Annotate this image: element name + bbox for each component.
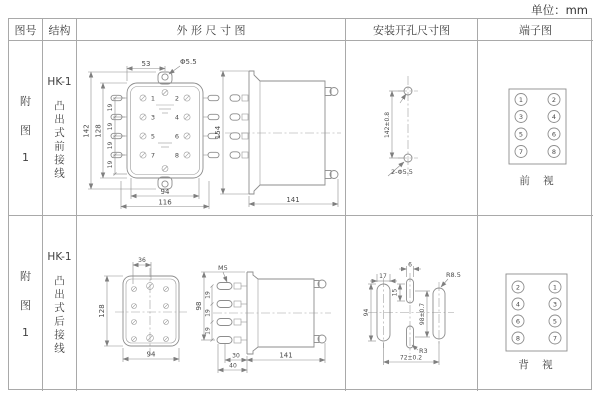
dim-rear-height: 128 — [98, 304, 106, 318]
dim-radius-large: R8.5 — [446, 271, 461, 279]
dim-pitch: 19 — [107, 141, 114, 150]
install-drawing-front-wiring — [346, 41, 477, 215]
side-view-rear-wiring — [195, 264, 331, 373]
dim-center-slot-width: 6 — [408, 261, 412, 269]
dim-side-height: 154 — [214, 125, 222, 140]
terminal-diagram-front-view — [478, 41, 592, 215]
terminal-number: 2 — [174, 94, 180, 103]
dim-pitch: 19 — [204, 309, 212, 317]
dim-center-slot-top: 15 — [391, 288, 399, 297]
terminal-block — [509, 89, 566, 164]
dim-slot-height: 94 — [363, 308, 370, 317]
terminal-number: 3 — [518, 112, 524, 121]
dim-pitch: 19 — [204, 291, 212, 299]
dim-pitch: 19 — [107, 122, 114, 131]
terminal-number: 3 — [552, 300, 558, 309]
fig-no-char: 图 — [20, 299, 31, 312]
dim-height-inner: 128 — [94, 124, 103, 138]
dim-ear-hole: Φ5.5 — [180, 58, 197, 66]
structure-row1 — [43, 41, 77, 216]
view-caption: 背 视 — [518, 359, 558, 371]
dim-side-span: 98 — [195, 301, 203, 311]
fig-no-char: 1 — [22, 150, 29, 164]
header-outline: 外 形 尺 寸 图 — [77, 19, 346, 41]
terminal-number: 6 — [551, 130, 557, 139]
outline-cell-row2 — [77, 216, 346, 391]
dim-width-inner: 94 — [160, 188, 170, 196]
ear-hole-bottom — [162, 181, 168, 187]
side-view — [214, 71, 341, 207]
terminal-number: 1 — [552, 283, 558, 292]
structure-row2 — [43, 216, 77, 391]
terminal-number: 5 — [552, 317, 558, 326]
view-caption: 前 视 — [519, 175, 559, 187]
dim-rear-width: 94 — [146, 350, 156, 359]
dim-top-width: 53 — [141, 60, 151, 68]
header-fig-no: 图号 — [9, 19, 43, 41]
coil-symbol — [156, 105, 174, 147]
terminal-number: 3 — [150, 113, 156, 122]
header-structure: 结构 — [43, 19, 77, 41]
terminal-number: 4 — [551, 112, 557, 121]
dimension-table — [8, 18, 592, 390]
fig-no-row1 — [9, 41, 43, 216]
outline-drawing-rear-wiring — [77, 216, 345, 390]
dim-slot-width: 17 — [379, 273, 387, 280]
dim-depth-inner: 30 — [232, 352, 240, 360]
terminal-number: 1 — [150, 94, 156, 103]
relay-body-rear — [123, 276, 179, 346]
terminal-number: 2 — [551, 95, 557, 104]
front-view — [83, 58, 220, 209]
rear-view — [98, 257, 187, 362]
terminal-diagram-rear-view — [478, 216, 592, 390]
install-cell-row1 — [346, 41, 478, 216]
fig-no-char: 1 — [22, 326, 29, 339]
relay-body — [127, 83, 203, 178]
terminal-number: 7 — [552, 334, 558, 343]
unit-label: 单位：mm — [531, 3, 588, 17]
fig-no-row2 — [9, 216, 43, 391]
terminal-number: 4 — [515, 300, 521, 309]
dim-width-outer: 116 — [158, 198, 172, 207]
terminal-number: 4 — [174, 113, 180, 122]
terminal-number: 1 — [518, 95, 524, 104]
terminal-number: 6 — [515, 317, 521, 326]
terminal-number: 2 — [515, 283, 521, 292]
dim-pitch: 19 — [107, 103, 114, 112]
dim-radius-small: R3 — [419, 347, 428, 355]
terminal-cell-row2 — [478, 216, 593, 391]
outline-drawing-front-wiring — [77, 41, 345, 215]
dim-terminal-screw: M5 — [218, 264, 228, 272]
dim-holes-callout: 2-Φ5.5 — [391, 168, 413, 176]
dim-pitch: 19 — [204, 327, 212, 335]
dim-depth-mid: 40 — [229, 362, 237, 370]
terminal-number: 5 — [150, 132, 156, 141]
structure-desc: 凸出式前接线 — [53, 99, 65, 181]
terminal-number: 7 — [150, 151, 156, 160]
dim-hole-distance: 142±0.8 — [384, 111, 391, 139]
fig-no-char: 图 — [20, 123, 31, 137]
terminal-number: 7 — [518, 147, 524, 156]
side-terminals — [230, 95, 248, 158]
terminal-number: 8 — [551, 147, 557, 156]
dim-height-outer: 142 — [82, 124, 91, 138]
dim-side-depth: 141 — [286, 196, 300, 204]
dim-hole-span: 72±0.2 — [399, 354, 423, 362]
fig-no-char: 附 — [20, 94, 31, 108]
terminal-number: 8 — [174, 151, 180, 160]
model-label: HK-1 — [47, 251, 72, 263]
dim-pitch: 19 — [107, 160, 114, 169]
terminal-number: 5 — [518, 130, 524, 139]
fig-no-char: 附 — [20, 270, 31, 283]
dim-side-depth: 141 — [279, 351, 293, 360]
install-cell-row2 — [346, 216, 478, 391]
header-terminal: 端子图 — [478, 19, 593, 41]
ear-hole-top — [162, 74, 168, 80]
dim-top-offset: 36 — [138, 257, 146, 264]
structure-desc: 凸出式后接线 — [53, 275, 65, 356]
dim-center-distance: 98±0.7 — [419, 302, 426, 326]
terminal-cell-row1 — [478, 41, 593, 216]
terminal-number: 6 — [174, 132, 180, 141]
outline-cell-row1 — [77, 41, 346, 216]
header-install: 安装开孔尺寸图 — [346, 19, 478, 41]
model-label: HK-1 — [47, 75, 72, 88]
install-drawing-rear-wiring — [346, 216, 477, 390]
terminal-number: 8 — [515, 334, 521, 343]
